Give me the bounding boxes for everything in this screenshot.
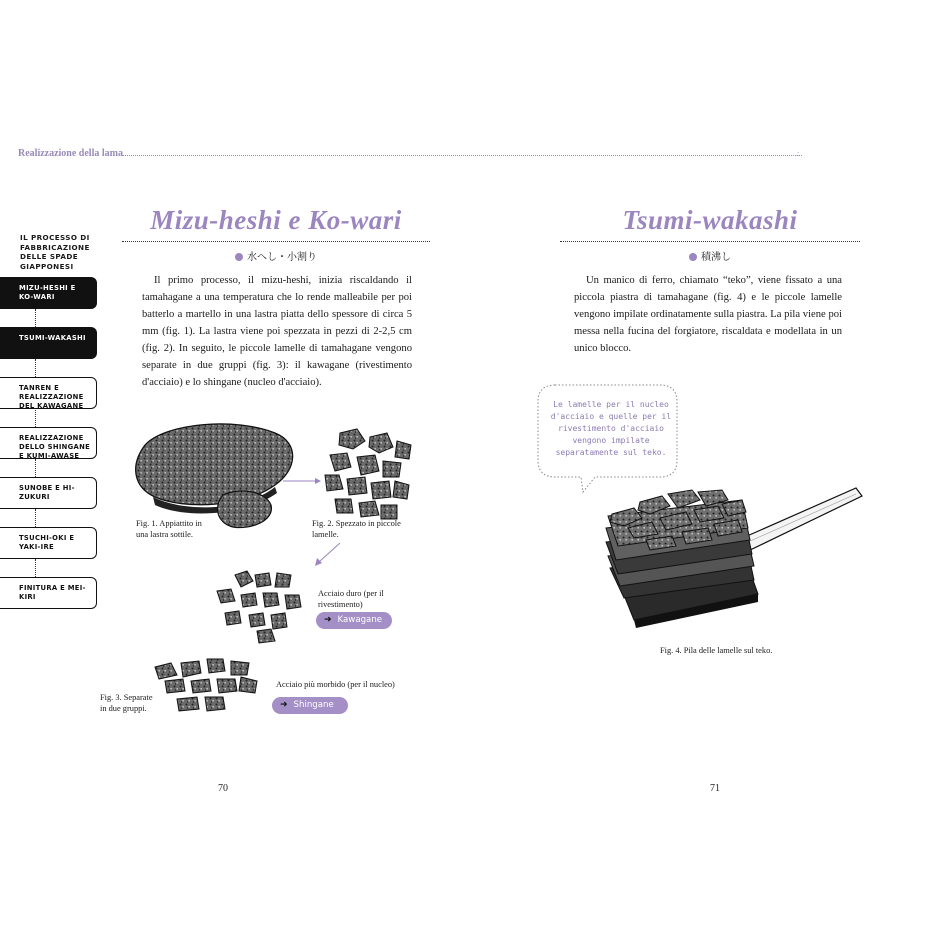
hard-steel-label: Acciaio duro (per il rivestimento) [318,589,384,609]
nav-connector [35,509,36,527]
page-title-right: Tsumi-wakashi [622,205,798,235]
bullet-icon [689,253,697,261]
page-title-left: Mizu-heshi e Ko-wari [150,205,402,235]
sidebar-item-mizu-heshi[interactable]: MIZU-HESHI E KO-WARI [0,277,97,309]
arrow-right-icon: ➜ [324,615,332,625]
nav-connector [35,459,36,477]
nav-connector [35,559,36,577]
kanji-text: 積沸し [701,252,731,263]
page-number-left: 70 [218,783,228,794]
title-rule-right [560,241,860,242]
fig1-caption: Fig. 1. Appiattito in una lastra sottile. [136,519,202,539]
sidebar-item-sunobe[interactable]: SUNOBE E HI-ZUKURI [0,477,97,509]
title-rule-left [122,241,430,242]
kanji-subtitle-left [122,248,430,263]
fig3-caption: Fig. 3. Separate in due gruppi. [100,693,153,713]
bullet-icon [235,253,243,261]
body-text-right: Un manico di ferro, chiamato “teko”, viene fissato a una piccola piastra di tamahagane (fig. 4) e le piccole lamelle vengono impilate ordinatamente sulla piastra. La pila viene poi messa nella fucina del forgiatore, riscaldata e modellata in un unico blocco. [574,275,842,354]
fig1-slab [136,424,293,528]
header-divider-end: .: [795,149,800,158]
page-number-right: 71 [710,783,720,794]
nav-connector [35,309,36,327]
body-text-left: Il primo processo, il mizu-heshi, inizia riscaldando il tamahagane a una temperatura che lo rende malleabile per poi batterlo a martello in una lastra piatta dello spessore di circa 5 mm (fig. 1). La lastra viene poi spezzata in pezzi di 2-2,5 cm (fig. 2). In seguito, le piccole lamelle di tamahagane vengono separate in due gruppi (fig. 3): il kawagane (rivestimento d'acciaio) e lo shingane (nucleo d'acciaio). [142,275,412,388]
fig2-pieces [325,429,411,519]
sidebar-item-tsumi-wakashi[interactable]: TSUMI-WAKASHI [0,327,97,359]
section-header: Realizzazione della lama [18,148,123,159]
fig4-illustration [598,470,868,640]
kawagane-pill [316,612,392,629]
fig2-caption: Fig. 2. Spezzato in piccole lamelle. [312,519,401,539]
fig3-hard-group [217,571,301,643]
header-divider [122,155,802,156]
shingane-pill [272,697,348,714]
speech-bubble-text: Le lamelle per il nucleo d'acciaio e quelle per il rivestimento d'acciaio vengono impilate separatamente sul teko. [550,400,672,457]
sidebar-item-tanren[interactable]: TANREN E REALIZZAZIONE DEL KAWAGANE [0,377,97,409]
kanji-text: 水へし・小割り [247,252,317,263]
soft-steel-label: Acciaio più morbido (per il nucleo) [276,680,395,689]
fig4-caption: Fig. 4. Pila delle lamelle sul teko. [660,646,773,655]
sidebar-item-tsuchi-oki[interactable]: TSUCHI-OKI E YAKI-IRE [0,527,97,559]
fig3-soft-group [155,659,257,711]
nav-connector [35,359,36,377]
arrow-right-icon: ➜ [280,700,288,710]
sidebar-item-shingane[interactable]: REALIZZAZIONE DELLO SHINGANE E KUMI-AWASE [0,427,97,459]
kawagane-label: Kawagane [337,615,383,625]
sidebar-item-finitura[interactable]: FINITURA E MEI-KIRI [0,577,97,609]
sidebar-title: IL PROCESSO DI FABBRICAZIONE DELLE SPADE GIAPPONESI [20,233,90,271]
kanji-subtitle-right [560,248,860,263]
shingane-label: Shingane [293,700,334,710]
